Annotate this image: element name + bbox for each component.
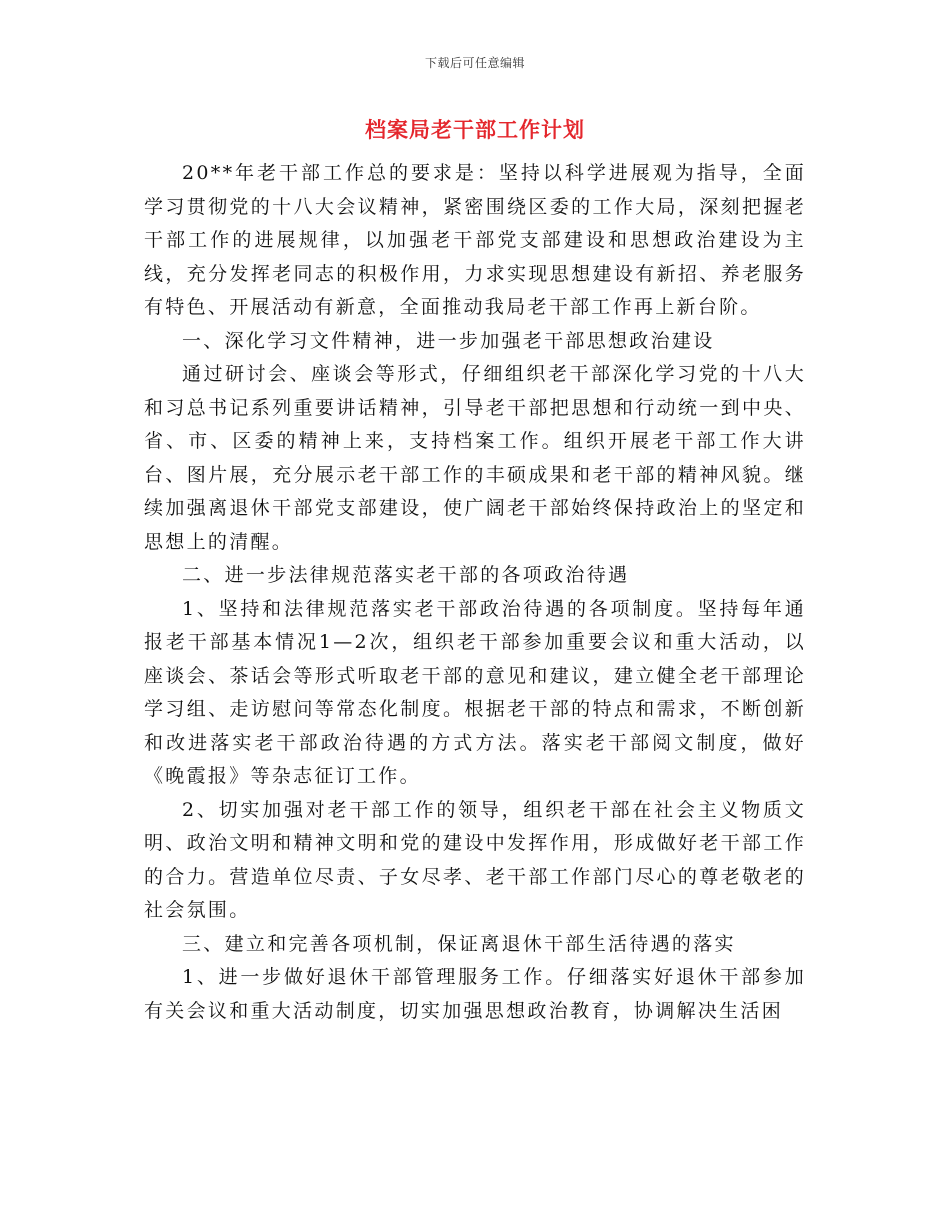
paragraph-intro: 20**年老干部工作总的要求是：坚持以科学进展观为指导，全面学习贯彻党的十八大会议精神，紧密围绕区委的工作大局，深刻把握老干部工作的进展规律，以加强老干部党支部建设和思想政治建设为主线，充分发挥老同志的积极作用，力求实现思想建设有新招、养老服务有特色、开展活动有新意，全面推动我局老干部工作再上新台阶。 [144,162,806,318]
section-heading-2: 二、进一步法律规范落实老干部的各项政治待遇 [182,564,630,586]
document-body [144,157,806,1028]
paragraph-section-2-item-2: 2、切实加强对老干部工作的领导，组织老干部在社会主义物质文明、政治文明和精神文明和党的建设中发挥作用，形成做好老干部工作的合力。营造单位尽责、子女尽孝、老干部工作部门尽心的尊老敬老的社会氛围。 [144,798,806,921]
document-title: 档案局老干部工作计划 [365,117,585,142]
section-heading-1: 一、深化学习文件精神，进一步加强老干部思想政治建设 [182,329,715,352]
paragraph-section-1: 通过研讨会、座谈会等形式，仔细组织老干部深化学习党的十八大和习总书记系列重要讲话精神，引导老干部把思想和行动统一到中央、省、市、区委的精神上来，支持档案工作。组织开展老干部工作大讲台、图片展，充分展示老干部工作的丰硕成果和老干部的精神风貌。继续加强离退休干部党支部建设，使广阔老干部始终保持政治上的坚定和思想上的清醒。 [144,363,806,553]
page-header-note: 下载后可任意编辑 [424,56,525,70]
section-heading-3: 三、建立和完善各项机制，保证离退休干部生活待遇的落实 [182,932,736,955]
paragraph-section-3-item-1: 1、进一步做好退休干部管理服务工作。仔细落实好退休干部参加有关会议和重大活动制度，切实加强思想政治教育，协调解决生活困 [144,966,806,1022]
paragraph-section-2-item-1: 1、坚持和法律规范落实老干部政治待遇的各项制度。坚持每年通报老干部基本情况1—2次，组织老干部参加重要会议和重大活动，以座谈会、茶话会等形式听取老干部的意见和建议，建立健全老干部理论学习组、走访慰问等常态化制度。根据老干部的特点和需求，不断创新和改进落实老干部政治待遇的方式方法。落实老干部阅文制度，做好《晚霞报》等杂志征订工作。 [144,597,806,787]
